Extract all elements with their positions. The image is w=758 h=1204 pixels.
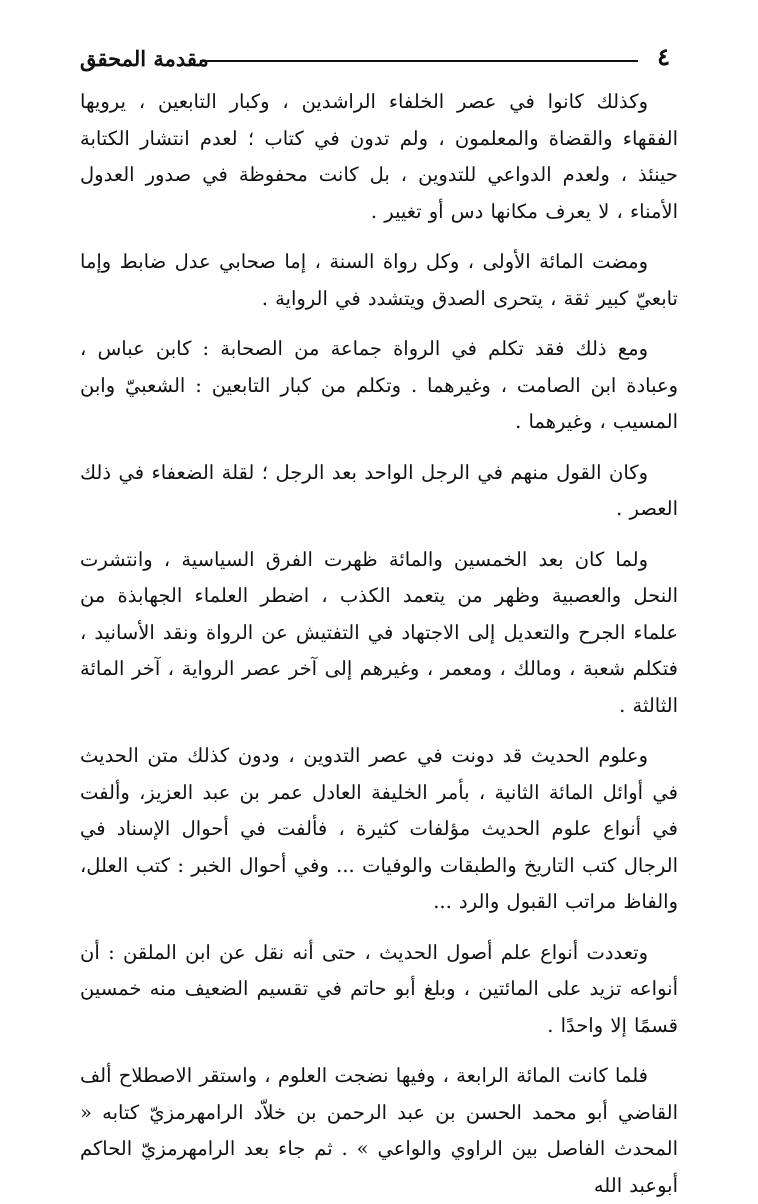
page-header — [80, 42, 678, 82]
header-title: مقدمة المحقق — [80, 46, 209, 71]
paragraph: وتعددت أنواع علم أصول الحديث ، حتى أنه نقل عن ابن الملقن : أن أنواعه تزيد على المائتين ، وبلغ أبو حاتم في تقسيم الضعيف منه خمسين قسمًا إلا واحدًا . — [80, 940, 678, 1037]
paragraph: فلما كانت المائة الرابعة ، وفيها نضجت العلوم ، واستقر الاصطلاح ألف القاضي أبو محمد الحسن بن عبد الرحمن بن خلاّد الرامهرمزيّ كتابه « المحدث الفاصل بين الراوي والواعي » . ثم جاء بعد الرامهرمزيّ الحاكم أبوعبد الله — [80, 1064, 678, 1197]
paragraph: وكذلك كانوا في عصر الخلفاء الراشدين ، وكبار التابعين ، يرويها الفقهاء والقضاة والمعلمون ، ولم تدون في كتاب ؛ لعدم انتشار الكتابة حينئذ ، ولعدم الدواعي للتدوين ، بل كانت محفوظة في صدور العدول الأمناء ، لا يعرف مكانها دس أو تغيير . — [80, 90, 678, 223]
page-number: ٤ — [657, 42, 670, 71]
paragraph: ومع ذلك فقد تكلم في الرواة جماعة من الصحابة : كابن عباس ، وعبادة ابن الصامت ، وغيرهما . وتكلم من كبار التابعين : الشعبيّ وابن المسيب ، وغيرهما . — [80, 337, 678, 433]
body-text — [80, 84, 678, 1204]
paragraph: ومضت المائة الأولى ، وكل رواة السنة ، إما صحابي عدل ضابط وإما تابعيّ كبير ثقة ، يتحرى الصدق ويتشدد في الرواية . — [80, 250, 678, 310]
paragraph: وكان القول منهم في الرجل الواحد بعد الرجل ؛ لقلة الضعفاء في ذلك العصر . — [80, 460, 678, 520]
paragraph: وعلوم الحديث قد دونت في عصر التدوين ، ودون كذلك متن الحديث في أوائل المائة الثانية ، بأمر الخليفة العادل عمر بن عبد العزيز، وألفت في أنواع علوم الحديث مؤلفات كثيرة ، فألفت في أحوال الإسناد في الرجال كتب التاريخ والطبقات والوفيات ... وفي أحوال الخبر : كتب العلل، والفاظ مراتب القبول والرد ... — [80, 744, 678, 913]
header-rule — [200, 60, 638, 62]
paragraph: ولما كان بعد الخمسين والمائة ظهرت الفرق السياسية ، وانتشرت النحل والعصبية وظهر من يتعمد الكذب ، اضطر العلماء الجهابذة من علماء الجرح والتعديل إلى الاجتهاد في التفتيش عن الرواة ونقد الأسانيد ، فتكلم شعبة ، ومالك ، ومعمر ، وغيرهم إلى آخر عصر الرواية ، آخر المائة الثالثة . — [80, 547, 678, 717]
